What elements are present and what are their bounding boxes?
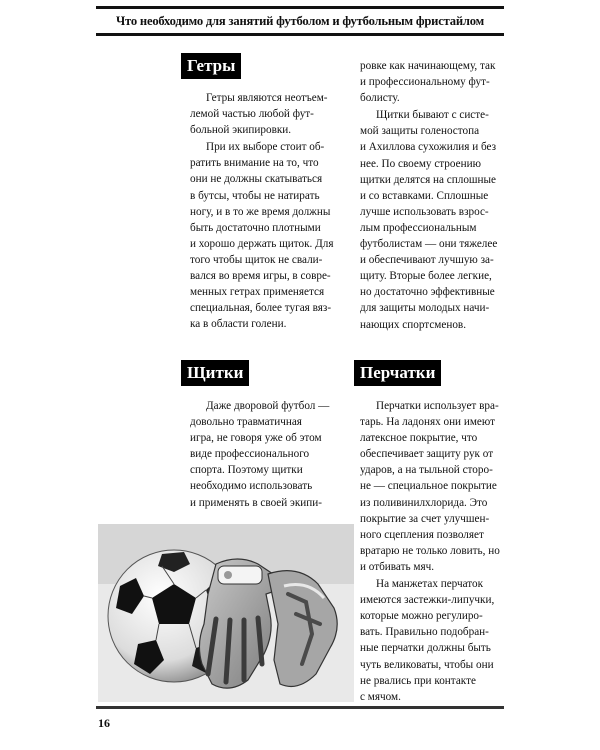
header-rule-top [96, 6, 504, 9]
text-line: игра, не говоря уже об этом [190, 432, 322, 445]
text-line: виде профессионального [190, 448, 310, 461]
text-line: нающих спортсменов. [360, 318, 466, 331]
text-line: лемой частью любой фут- [190, 108, 314, 121]
text-line: больной экипировки. [190, 124, 292, 137]
section-text-perchatki [360, 398, 512, 705]
paragraph [190, 398, 350, 511]
text-line: специальная, более тугая вяз- [190, 302, 332, 315]
text-line: ные перчатки должны быть [360, 642, 491, 655]
text-line: и применять в своей экипи- [190, 496, 322, 509]
text-line: вратарю не только ловить, но [360, 544, 500, 557]
photo-ball-and-gloves [98, 524, 354, 702]
text-line: имеются застежки-липучки, [360, 594, 495, 607]
text-line: и профессиональному фут- [360, 76, 490, 89]
text-line: Даже дворовой футбол — [206, 400, 330, 412]
text-line: и Ахиллова сухожилия и без [360, 141, 497, 154]
text-line: щитки делятся на сплошные [360, 173, 496, 186]
text-line: и отбивать мяч. [360, 560, 435, 573]
text-line: не — специальное покрытие [360, 480, 497, 493]
section-text-shchitki [190, 398, 350, 511]
text-line: вался во время игры, в совре- [190, 270, 331, 283]
text-line: При их выборе стоит об- [206, 141, 325, 154]
text-line: и со вставками. Сплошные [360, 189, 489, 202]
text-line: болисту. [360, 92, 400, 105]
text-line: ка в области голени. [190, 318, 287, 331]
text-line: ногу, и в то же время должны [190, 205, 331, 218]
header-rule-bottom [96, 33, 504, 36]
text-line: покрытие за счет улучшен- [360, 512, 490, 525]
text-line: быть достаточно плотными [190, 221, 321, 234]
text-line: обеспечивает защиту рук от [360, 448, 494, 461]
text-line: из поливинилхлорида. Это [360, 496, 488, 509]
page-header-title: Что необходимо для занятий футболом и футбольным фристайлом [115, 14, 485, 28]
paragraph [360, 107, 512, 332]
text-line: лучше использовать взрос- [360, 205, 489, 218]
text-line: для защиты молодых начи- [360, 302, 490, 315]
text-line: того чтобы щиток не свали- [190, 253, 323, 266]
text-line: Щитки бывают с систе- [376, 109, 489, 122]
text-line: ударов, а на тыльной сторо- [360, 464, 493, 477]
section-text-getry [190, 90, 340, 332]
paragraph [190, 139, 340, 332]
text-line: мой защиты голеностопа [360, 125, 480, 138]
text-line: с мячом. [360, 690, 401, 703]
text-line: ратить внимание на то, что [190, 157, 319, 170]
text-line: латексное покрытие, что [360, 432, 478, 445]
text-line: вать. Правильно подобран- [360, 626, 489, 639]
text-line: тарь. На ладонях они имеют [360, 416, 495, 429]
text-line: которые можно регулиро- [360, 610, 483, 623]
text-line: спорта. Поэтому щитки [190, 464, 303, 477]
text-line: не рвались при контакте [360, 674, 476, 687]
text-line: и хорошо держать щиток. Для [190, 237, 334, 250]
text-line: лым профессиональным [360, 221, 477, 234]
section-text-shchitki-continuation [360, 58, 512, 333]
section-title-perchatki: Перчатки [354, 360, 441, 386]
text-line: менных гетрах применяется [190, 286, 325, 299]
text-line: ного сцепления позволяет [360, 528, 484, 541]
text-line: Гетры являются неотъем- [206, 92, 328, 104]
text-line: нее. По своему строению [360, 157, 481, 170]
text-line: и обеспечивают лучшую за- [360, 254, 494, 267]
page-number: 16 [98, 716, 110, 730]
text-line: футболистам — они тяжелее [360, 238, 498, 251]
text-line: довольно травматичная [190, 416, 302, 429]
text-line: необходимо использовать [190, 480, 313, 493]
text-line: в бутсы, чтобы не натирать [190, 189, 320, 202]
text-line: чуть великоваты, чтобы они [360, 658, 494, 671]
text-line: но достаточно эффективные [360, 286, 495, 299]
paragraph [190, 90, 340, 138]
text-line: они не должны скатываться [190, 173, 323, 186]
section-title-shchitki: Щитки [181, 360, 249, 386]
paragraph [360, 576, 512, 705]
footer-rule [96, 706, 504, 709]
text-line: На манжетах перчаток [376, 578, 484, 591]
paragraph [360, 398, 512, 575]
text-line: Перчатки использует вра- [376, 400, 499, 412]
text-line: щиту. Вторые более легкие, [360, 270, 492, 283]
text-line: ровке как начинающему, так [360, 60, 496, 72]
paragraph [360, 58, 512, 106]
section-title-getry: Гетры [181, 53, 241, 79]
